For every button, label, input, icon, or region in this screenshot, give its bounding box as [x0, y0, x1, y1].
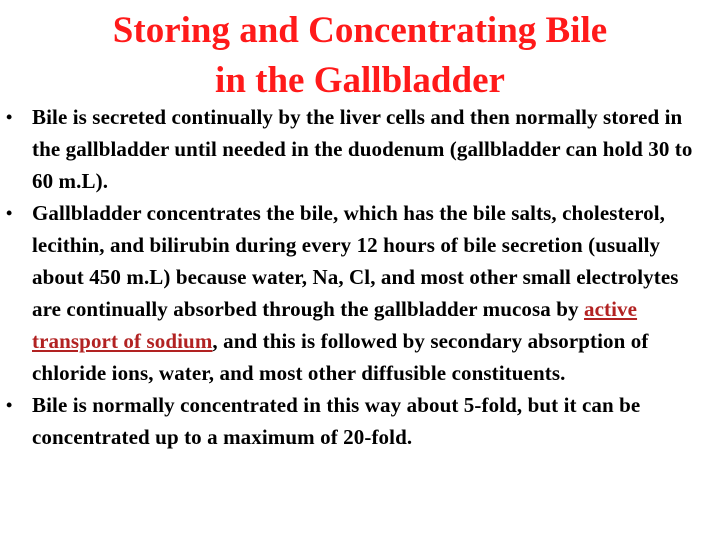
bullet-icon: • — [6, 107, 13, 127]
bullet-text: Bile is secreted continually by the liver cells and then normally stored in the gallbladder until needed in the duodenum (gallbladder can hold 30 to 60 m.L). — [32, 105, 693, 193]
slide-title-line-1: Storing and Concentrating Bile — [112, 10, 608, 51]
bullet-list — [0, 101, 720, 453]
slide-title — [0, 6, 720, 106]
slide-title-line-2: in the Gallbladder — [215, 60, 505, 101]
bullet-item-concentration-fold — [0, 389, 720, 453]
bullet-text-after-link: , and this is followed by secondary absorption of chloride ions, water, and most other diffusible constituents. — [32, 329, 649, 385]
bullet-text-before-link: Gallbladder concentrates the bile, which has the bile salts, cholesterol, lecithin, and bilirubin during every 12 hours of bile secretion (usually about 450 m.L) because water, Na, Cl, and most other small electrolytes are continually absorbed through the gallbladder mucosa by — [32, 201, 679, 321]
bullet-text — [32, 197, 710, 389]
bullet-text: Bile is normally concentrated in this way about 5-fold, but it can be concentrated up to a maximum of 20-fold. — [32, 393, 641, 449]
bullet-item-bile-secretion — [0, 101, 720, 197]
active-transport-link[interactable]: active transport of sodium — [32, 297, 638, 353]
bullet-item-gallbladder-concentration — [0, 197, 720, 389]
bullet-icon: • — [6, 395, 13, 415]
bullet-icon: • — [6, 203, 13, 223]
